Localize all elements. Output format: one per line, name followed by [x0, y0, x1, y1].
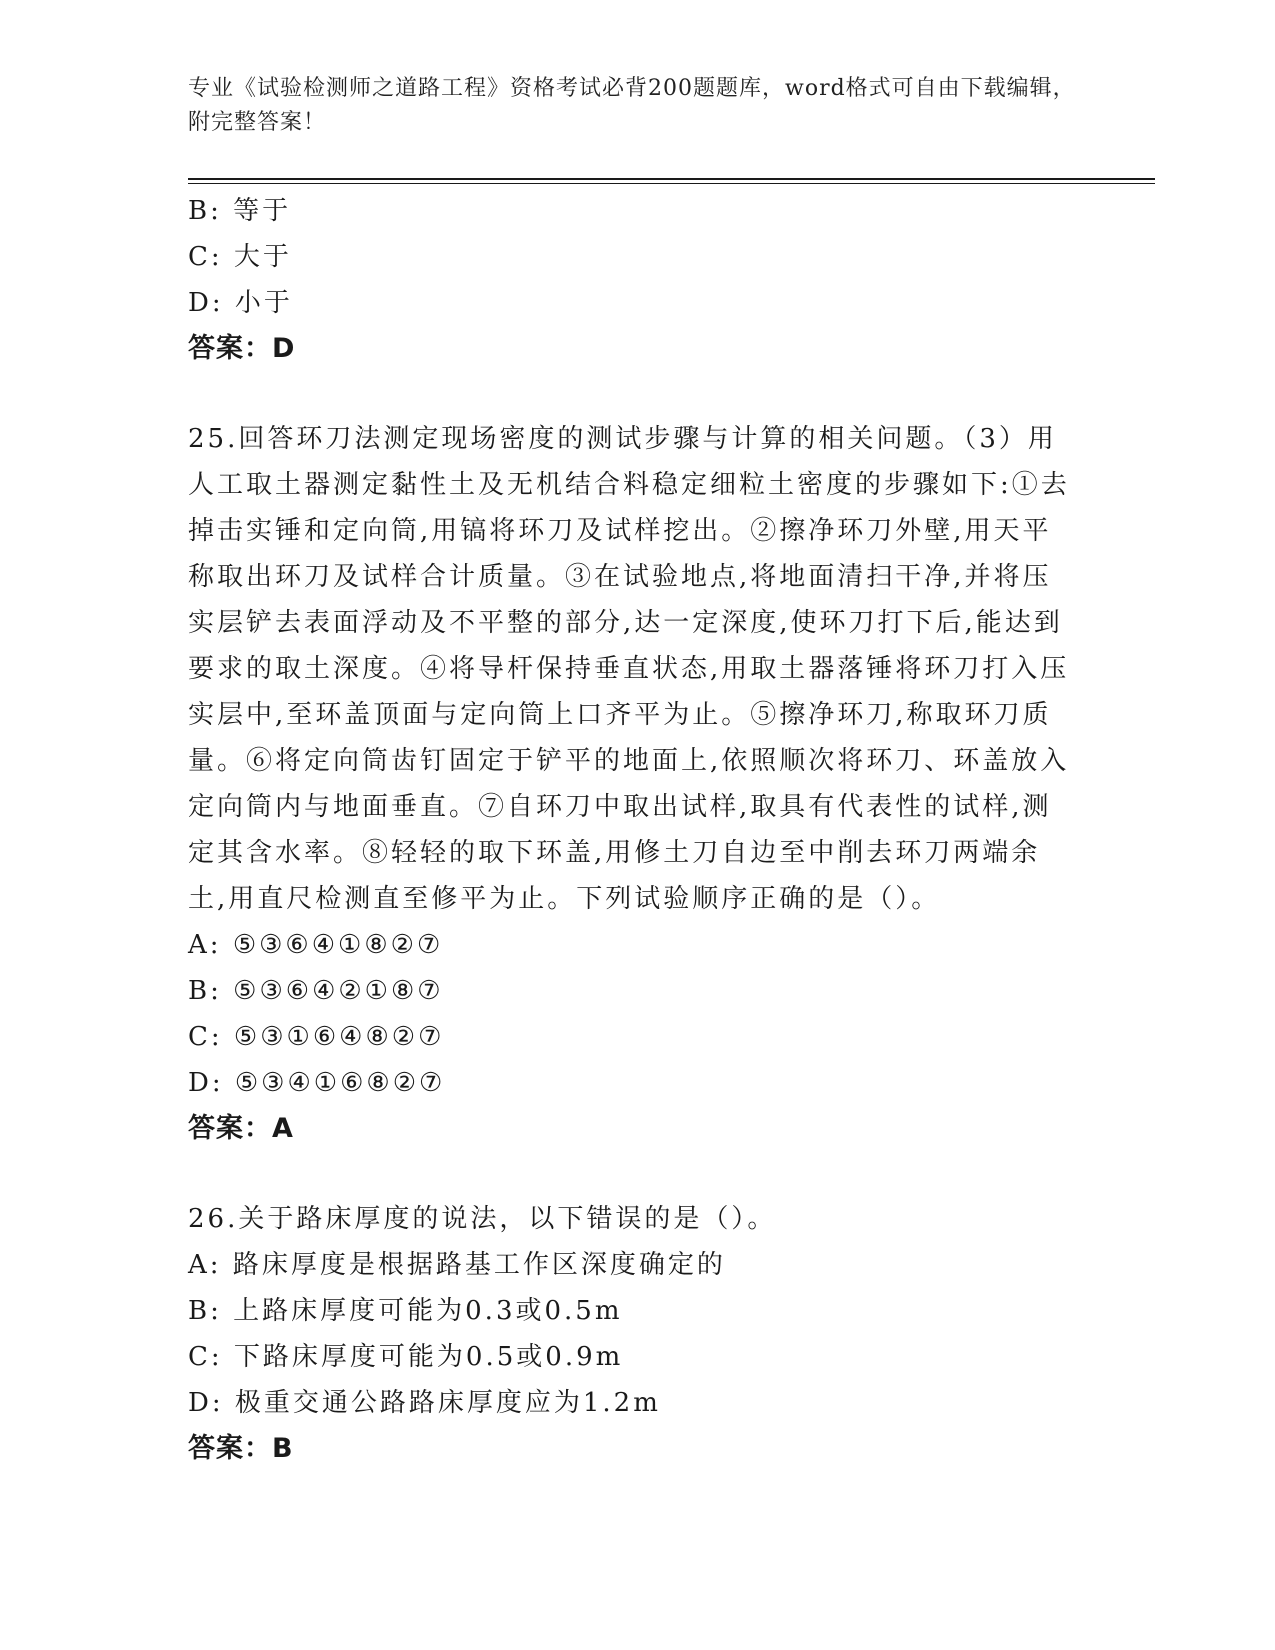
question-26: [188, 1196, 1078, 1472]
question-list: [188, 188, 1078, 1472]
question-stem: 26.关于路床厚度的说法，以下错误的是（）。: [188, 1204, 777, 1234]
option-d: [188, 1060, 1078, 1106]
option-text: 路床厚度是根据路基工作区深度确定的: [232, 1250, 726, 1280]
question-24-tail: [188, 188, 1078, 372]
option-text: 下路床厚度可能为0.5或0.9m: [233, 1342, 624, 1372]
option-text: ⑤③①⑥④⑧②⑦: [233, 1022, 445, 1052]
answer-line: 答案：B: [188, 1433, 294, 1464]
option-text: ⑤③⑥④①⑧②⑦: [232, 930, 444, 960]
answer-line: 答案：D: [188, 333, 296, 364]
question-25: [188, 416, 1078, 1152]
page-header: 专业《试验检测师之道路工程》资格考试必背200题题库，word格式可自由下载编辑，附完整答案！: [188, 76, 1076, 135]
option-text: ⑤③④①⑥⑧②⑦: [234, 1068, 446, 1098]
option-letter: D:: [188, 1068, 224, 1098]
option-c: [188, 1014, 1078, 1060]
option-a: [188, 1242, 1078, 1288]
option-letter: A:: [188, 930, 222, 960]
option-letter: C:: [188, 242, 223, 272]
option-letter: D:: [188, 1388, 224, 1418]
question-stem: 25.回答环刀法测定现场密度的测试步骤与计算的相关问题。（3）用人工取土器测定黏性土及无机结合料稳定细粒土密度的步骤如下:①去掉击实锤和定向筒,用镐将环刀及试样挖出。②擦净环刀外壁,用天平称取出环刀及试样合计质量。③在试验地点,将地面清扫干净,并将压实层铲去表面浮动及不平整的部分,达一定深度,使环刀打下后,能达到要求的取土深度。④将导杆保持垂直状态,用取土器落锤将环刀打入压实层中,至环盖顶面与定向筒上口齐平为止。⑤擦净环刀,称取环刀质量。⑥将定向筒齿钉固定于铲平的地面上,依照顺次将环刀、环盖放入定向筒内与地面垂直。⑦自环刀中取出试样,取具有代表性的试样,测定其含水率。⑧轻轻的取下环盖,用修土刀自边至中削去环刀两端余土,用直尺检测直至修平为止。下列试验顺序正确的是（）。: [188, 424, 1070, 914]
spacer: [188, 1152, 1078, 1196]
spacer: [188, 372, 1078, 416]
option-letter: C:: [188, 1022, 223, 1052]
option-letter: D:: [188, 288, 224, 318]
header-rule-thick: [188, 178, 1155, 180]
option-text: 等于: [233, 196, 292, 226]
option-c: [188, 1334, 1078, 1380]
option-b: [188, 188, 1078, 234]
option-letter: B:: [188, 976, 222, 1006]
option-letter: A:: [188, 1250, 222, 1280]
option-text: 极重交通公路路床厚度应为1.2m: [234, 1388, 661, 1418]
option-b: [188, 968, 1078, 1014]
option-d: [188, 1380, 1078, 1426]
option-c: [188, 234, 1078, 280]
option-text: 小于: [234, 288, 293, 318]
option-text: ⑤③⑥④②①⑧⑦: [233, 976, 444, 1006]
answer-line: 答案：A: [188, 1113, 294, 1144]
option-text: 上路床厚度可能为0.3或0.5m: [233, 1296, 623, 1326]
header-rule-thin: [188, 183, 1155, 184]
option-letter: C:: [188, 1342, 223, 1372]
option-d: [188, 280, 1078, 326]
option-letter: B:: [188, 196, 222, 226]
option-a: [188, 922, 1078, 968]
option-b: [188, 1288, 1078, 1334]
option-text: 大于: [233, 242, 292, 272]
option-letter: B:: [188, 1296, 222, 1326]
